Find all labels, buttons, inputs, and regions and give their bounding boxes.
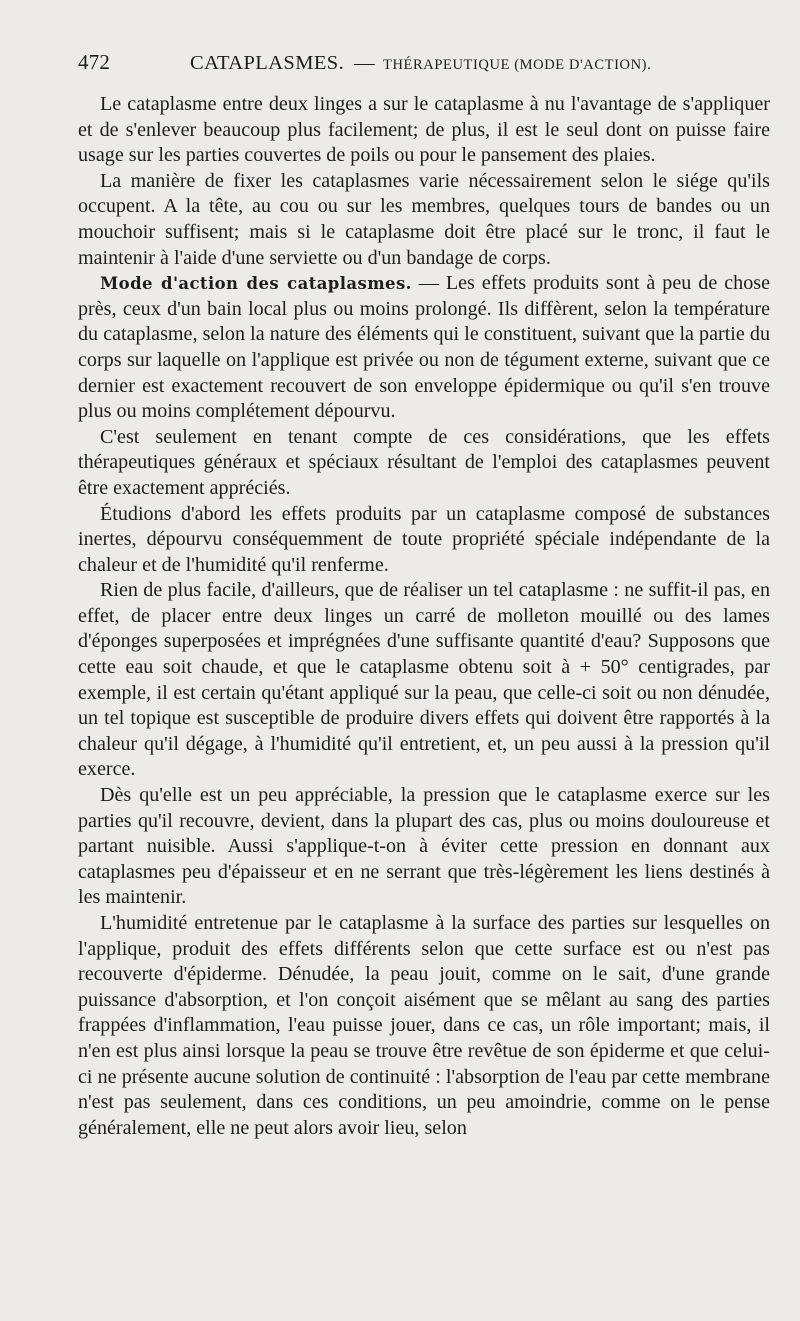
paragraph	[78, 169, 770, 271]
paragraph-text: Dès qu'elle est un peu appréciable, la pression que le cataplasme exerce sur les parties qu'il recouvre, devient, dans la plupart des cas, plus ou moins douloureuse et partant nuisible. Aussi s'applique-t-on à éviter cette pression en donnant aux cataplasmes peu d'épaisseur et en ne serrant que très-légèrement les liens destinés à les maintenir.	[78, 784, 770, 909]
paragraph	[78, 783, 770, 911]
paragraph-text: — Les effets produits sont à peu de chose près, ceux d'un bain local plus ou moins prolongé. Ils diffèrent, selon la température du cataplasme, selon la nature des éléments qui le constituent, suivant que la partie du corps sur laquelle on l'applique est privée ou non de tégument externe, suivant que ce dernier est exactement recouvert de son enveloppe épidermique ou qu'il s'en trouve plus ou moins complétement dépourvu.	[78, 272, 770, 423]
paragraph	[78, 271, 770, 425]
paragraph	[78, 425, 770, 502]
page-number: 472	[78, 50, 111, 74]
section-heading: Mode d'action des cataplasmes.	[100, 274, 412, 294]
running-head	[78, 50, 770, 92]
paragraph	[78, 578, 770, 783]
running-subtitle: THÉRAPEUTIQUE (MODE D'ACTION).	[383, 57, 652, 73]
paragraph-text: Le cataplasme entre deux linges a sur le cataplasme à nu l'avantage de s'appliquer et de s'enlever beaucoup plus facilement; de plus, il est le seul dont on puisse faire usage sur les parties couvertes de poils ou pour le pansement des plaies.	[78, 93, 770, 167]
paragraph-text: L'humidité entretenue par le cataplasme à la surface des parties sur lesquelles on l'applique, produit des effets différents selon que cette surface est ou n'est pas recouverte d'épiderme. Dénudée, la peau jouit, comme on le sait, d'une grande puissance d'absorption, et l'on conçoit aisément que se mêlant au sang des parties frappées d'inflammation, l'eau puisse jouer, dans ce cas, un rôle important; mais, il n'en est plus ainsi lorsque la peau se trouve être revêtue de son épiderme et que celui-ci ne présente aucune solution de continuité : l'absorption de l'eau par cette membrane n'est pas seulement, dans ces conditions, un peu amoindrie, comme on le pense généralement, elle ne peut alors avoir lieu, selon	[78, 912, 770, 1139]
paragraph	[78, 92, 770, 169]
paragraph	[78, 502, 770, 579]
paragraph-text: Rien de plus facile, d'ailleurs, que de réaliser un tel cataplasme : ne suffit-il pas, en effet, de placer entre deux linges un carré de molleton mouillé ou des lames d'éponges superposées et imprégnées d'une suffisante quantité d'eau? Supposons que cette eau soit chaude, et que le cataplasme obtenu soit à + 50° centigrades, par exemple, il est certain qu'étant appliqué sur la peau, que celle-ci soit ou non dénudée, un tel topique est susceptible de produire divers effets qui doivent être rapportés à la chaleur qu'il dégage, à l'humidité qu'il entretient, et, un peu aussi à la pression qu'il exerce.	[78, 579, 770, 781]
running-title: CATAPLASMES.	[190, 52, 345, 74]
paragraph-text: La manière de fixer les cataplasmes varie nécessairement selon le siége qu'ils occupent. A la tête, au cou ou sur les membres, quelques tours de bandes ou un mouchoir suffisent; mais si le cataplasme doit être placé sur le tronc, il faut le maintenir à l'aide d'une serviette ou d'un bandage de corps.	[78, 169, 770, 269]
paragraph	[78, 911, 770, 1141]
paragraph-text: C'est seulement en tenant compte de ces considérations, que les effets thérapeutiques généraux et spéciaux résultant de l'emploi des cataplasmes peuvent être exactement appréciés.	[78, 425, 770, 499]
title-dash: —	[354, 52, 376, 74]
body-text	[78, 92, 770, 1141]
paragraph-text: Étudions d'abord les effets produits par un cataplasme composé de substances inertes, dépourvu conséquemment de toute propriété spéciale indépendante de la chaleur et de l'humidité qu'il renferme.	[78, 502, 770, 576]
